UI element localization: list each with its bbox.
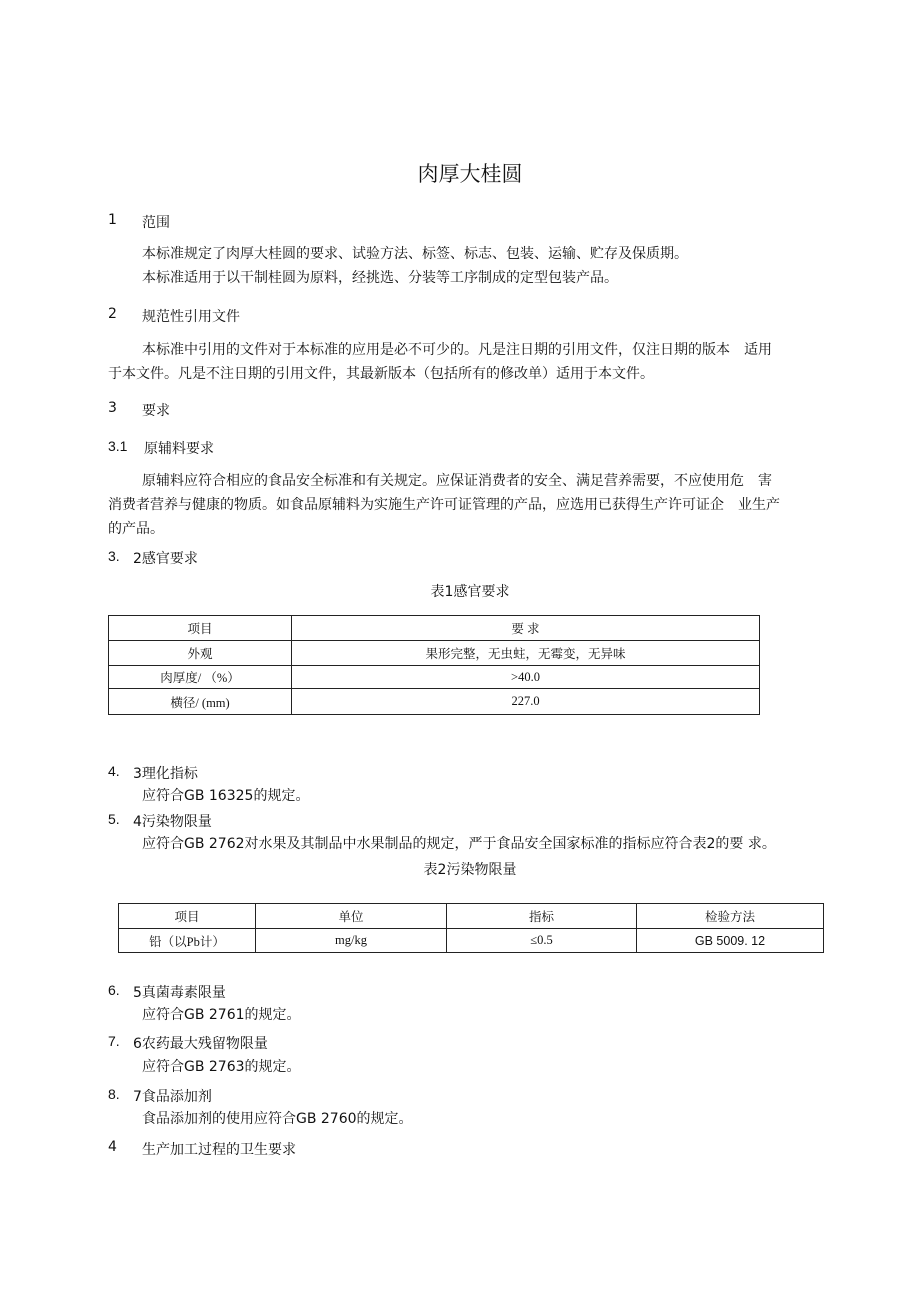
table-row xyxy=(109,689,760,715)
table-2-cell: ≤0.5 xyxy=(447,929,637,953)
table-2-cell: 铅（以Pb计） xyxy=(119,929,256,953)
section-3-3-text: 应符合GB 16325的规定。 xyxy=(142,788,310,804)
section-2-title: 规范性引用文件 xyxy=(142,309,240,325)
table-1-caption: 表1感官要求 xyxy=(430,584,510,600)
table-1-cell: 果形完整，无虫蛀，无霉变，无异味 xyxy=(292,641,760,666)
section-3-title: 要求 xyxy=(142,403,170,419)
table-2-cell: mg/kg xyxy=(256,929,447,953)
table-1-cell: 外观 xyxy=(109,641,292,666)
section-3-3-title: 3理化指标 xyxy=(133,766,198,782)
section-3-5-title: 5真菌毒素限量 xyxy=(133,985,226,1001)
section-4-number: 4 xyxy=(108,1139,117,1155)
table-1-cell: >40.0 xyxy=(292,666,760,689)
table-row xyxy=(109,666,760,689)
section-3-number: 3 xyxy=(108,400,117,416)
section-1-title: 范围 xyxy=(142,215,170,231)
table-1-sensory xyxy=(108,615,760,715)
section-2-line-1: 本标准中引用的文件对于本标准的应用是必不可少的。凡是注日期的引用文件，仅注日期的版本 适用 xyxy=(142,342,772,358)
section-3-1-line-3: 的产品。 xyxy=(108,521,164,537)
section-3-5-text: 应符合GB 2761的规定。 xyxy=(142,1007,301,1023)
section-3-4-number: 5. xyxy=(108,811,120,827)
section-3-2-title: 2感官要求 xyxy=(133,551,198,567)
table-1-cell: 肉厚度/ （%） xyxy=(109,666,292,689)
section-3-1-title: 原辅料要求 xyxy=(144,441,214,457)
table-2-header-limit: 指标 xyxy=(447,904,637,929)
section-1-paragraph-2: 本标准适用于以干制桂圆为原料，经挑选、分装等工序制成的定型包装产品。 xyxy=(142,270,618,286)
table-2-header-method: 检验方法 xyxy=(637,904,824,929)
section-3-7-text: 食品添加剂的使用应符合GB 2760的规定。 xyxy=(142,1111,413,1127)
section-3-6-number: 7. xyxy=(108,1033,120,1049)
section-3-3-number: 4. xyxy=(108,763,120,779)
section-3-6-text: 应符合GB 2763的规定。 xyxy=(142,1059,301,1075)
section-3-7-title: 7食品添加剂 xyxy=(133,1089,212,1105)
section-3-7-number: 8. xyxy=(108,1086,120,1102)
table-1-cell: 横径/ (mm) xyxy=(109,689,292,715)
section-3-4-title: 4污染物限量 xyxy=(133,814,212,830)
section-3-2-number: 3. xyxy=(108,548,120,564)
section-3-1-number: 3.1 xyxy=(108,438,128,454)
table-2-header-item: 项目 xyxy=(119,904,256,929)
section-2-number: 2 xyxy=(108,306,117,322)
table-1-header-requirement: 要 求 xyxy=(292,616,760,641)
section-1-number: 1 xyxy=(108,212,117,228)
table-row xyxy=(119,929,824,953)
section-3-1-line-1: 原辅料应符合相应的食品安全标准和有关规定。应保证消费者的安全、满足营养需要，不应使用危 害 xyxy=(142,473,772,489)
table-2-cell: GB 5009. 12 xyxy=(637,929,824,953)
section-3-5-number: 6. xyxy=(108,982,120,998)
table-1-cell: 227.0 xyxy=(292,689,760,715)
table-2-header-unit: 单位 xyxy=(256,904,447,929)
section-3-1-line-2: 消费者营养与健康的物质。如食品原辅料为实施生产许可证管理的产品，应选用已获得生产许可证企 业生产 xyxy=(108,497,780,513)
document-title: 肉厚大桂圆 xyxy=(417,162,523,186)
table-2-caption: 表2污染物限量 xyxy=(423,862,517,878)
section-1-paragraph-1: 本标准规定了肉厚大桂圆的要求、试验方法、标签、标志、包装、运输、贮存及保质期。 xyxy=(142,246,688,262)
table-row xyxy=(109,641,760,666)
table-2-contaminants xyxy=(118,903,824,953)
section-3-4-text: 应符合GB 2762对水果及其制品中水果制品的规定，严于食品安全国家标准的指标应符合表2的要 求。 xyxy=(142,836,776,852)
section-4-title: 生产加工过程的卫生要求 xyxy=(142,1142,296,1158)
section-2-line-2: 于本文件。凡是不注日期的引用文件，其最新版本（包括所有的修改单）适用于本文件。 xyxy=(108,366,654,382)
table-2-header-row xyxy=(119,904,824,929)
section-3-6-title: 6农药最大残留物限量 xyxy=(133,1036,268,1052)
table-1-header-item: 项目 xyxy=(109,616,292,641)
table-1-header-row xyxy=(109,616,760,641)
